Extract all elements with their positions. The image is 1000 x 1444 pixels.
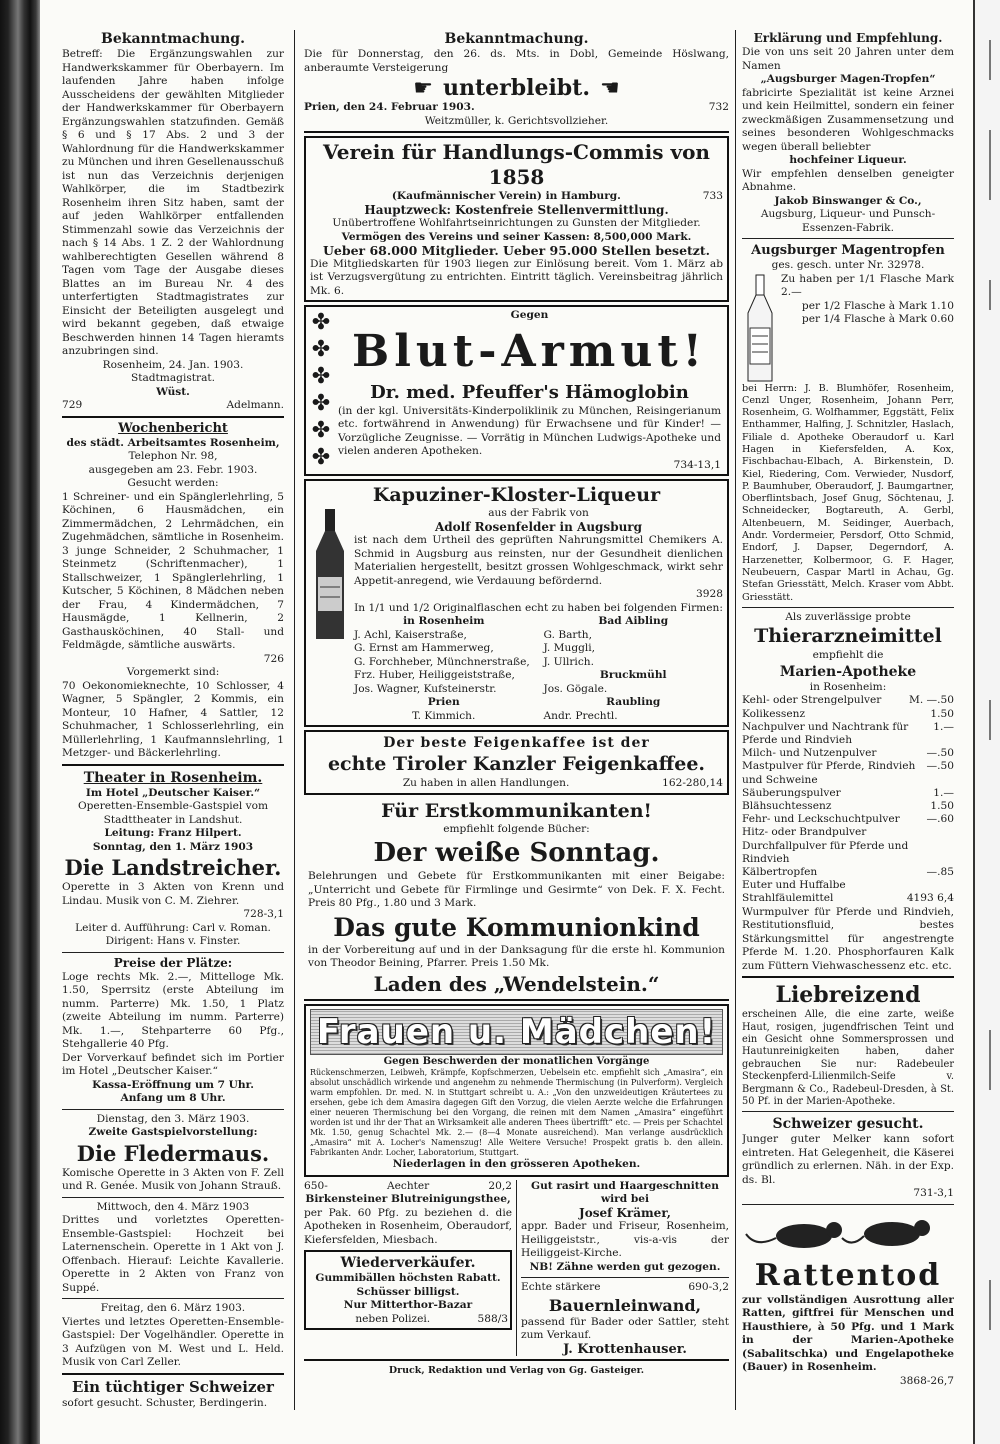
bottom-ads bbox=[304, 1180, 729, 1357]
thier-price-list bbox=[742, 694, 954, 905]
erst-title: Für Erstkommunikanten! bbox=[381, 799, 652, 822]
th-play4-desc: Viertes und letztes Operetten-Ensemble-Gastspiel: Der Vogelhändler. Operette in 3 Aufzügen von M. West und L. Held. Musik von Carl Zeller. bbox=[62, 1315, 284, 1368]
imprint: Druck, Redaktion und Verlag von Gg. Gasteiger. bbox=[388, 1365, 645, 1376]
th-leitung: Leitung: Franz Hilpert. bbox=[104, 827, 242, 839]
blut-body: (in der kgl. Universitäts-Kinderpoliklinik zu München, Reisingerianum etc. fortwährend in Anwendung) für Erwachsene und für Kinder! — Vorzügliche Zeugnisse. — Vorrätig in München Ludwigs-Apotheke und vielen anderen Apotheken. bbox=[338, 404, 721, 457]
kap-seller: Jos. Gögale. bbox=[543, 682, 608, 695]
bau-body: passend für Bader oder Sattler, steht zum Verkauf. bbox=[521, 1315, 729, 1341]
th-dirigent: Dirigent: Hans v. Finster. bbox=[105, 935, 241, 947]
thier-item bbox=[742, 892, 954, 905]
pointing-hand-icon: ☛ bbox=[600, 75, 620, 101]
verein-line4: Die Mitgliedskarten für 1903 liegen zur Einlösung bereit. Vom 1. März ab ist Verzugsvergütung zu entrichten. Eintritt täglich. Vereinsbeitrag jährlich Mk. 6. bbox=[310, 257, 723, 297]
thier-item bbox=[742, 747, 954, 760]
clover-border-left bbox=[308, 309, 334, 472]
kap-seller: Frz. Huber, Heiliggeiststraße, bbox=[354, 669, 515, 681]
thier-item-name: Kälbertropfen bbox=[742, 865, 818, 878]
wied-line2: Schüsser billigst. bbox=[356, 1285, 460, 1298]
birk-title: Birkensteiner Blutreinigungsthee, bbox=[305, 1193, 511, 1205]
woch-sub1: des städt. Arbeitsamtes Rosenheim, bbox=[66, 436, 280, 449]
book-binding bbox=[0, 0, 40, 1444]
aug-reg: ges. gesch. unter Nr. 32978. bbox=[771, 259, 925, 271]
ratt-num: 3868-26,7 bbox=[899, 1374, 954, 1387]
th-ensemble: Operetten-Ensemble-Gastspiel vom Stadttheater in Landshut. bbox=[77, 800, 269, 826]
th-date3: Mittwoch, den 4. März 1903 bbox=[96, 1200, 250, 1213]
ratt-body: zur vollständigen Ausrottung aller Ratten, giftfrei für Menschen und Hausthiere, à 50 Pfg. und 1 Mark in der Marien-Apotheke (Sabalitschka) und Engelapotheke (Bauer) in Rosenheim. bbox=[742, 1293, 954, 1374]
thier-item-name: Hitz- oder Brandpulver bbox=[742, 826, 867, 839]
kram-nb: NB! Zähne werden gut gezogen. bbox=[529, 1260, 721, 1273]
kap-seller: J. Achl, Kaiserstraße, bbox=[354, 628, 467, 641]
thier-item bbox=[742, 866, 954, 879]
woch-sub2: Telephon Nr. 98, bbox=[128, 450, 218, 462]
erkl-city: Augsburg, Liqueur- und Punsch-Essenzen-Fabrik. bbox=[760, 208, 936, 234]
thier-item-name: Blähsuchtessenz bbox=[742, 799, 832, 812]
erst-book1: Der weiße Sonntag. bbox=[373, 838, 660, 868]
blut-ad bbox=[304, 305, 729, 476]
bau-title: Bauernleinwand, bbox=[548, 1295, 702, 1315]
th-play2: Die Fledermaus. bbox=[76, 1140, 270, 1166]
kap-loc1: in Rosenheim bbox=[403, 615, 485, 627]
aug-price1: Zu haben per 1/1 Flasche Mark 2.— bbox=[781, 272, 954, 298]
lieb-title: Liebreizend bbox=[775, 982, 921, 1009]
kap-avail: In 1/1 und 1/2 Originalflaschen echt zu haben bei folgenden Firmen: bbox=[354, 601, 723, 614]
thier-item-price: 1.50 bbox=[930, 799, 954, 812]
erkl-body: Die von uns seit 20 Jahren unter dem Namen bbox=[742, 46, 954, 72]
bek2-sign: Weitzmüller, k. Gerichtsvollzieher. bbox=[424, 114, 609, 127]
thier-item-price: 1.— bbox=[933, 786, 954, 799]
thier-item bbox=[742, 787, 954, 800]
feig-num: 162-280,14 bbox=[662, 777, 723, 789]
erst-shop: Laden des „Wendelstein.“ bbox=[373, 971, 660, 996]
thier-item-name: Säuberungspulver bbox=[742, 786, 841, 799]
thier-item-name: Nachpulver und Nachtrank für Pferde und Rindvieh bbox=[742, 720, 909, 746]
birk-label: Aechter bbox=[386, 1179, 430, 1192]
frauen-sub: Gegen Beschwerden der monatlichen Vorgänge bbox=[383, 1055, 650, 1067]
thier-item-price: 1.— bbox=[933, 720, 954, 733]
rat-illustration-icon bbox=[742, 1208, 954, 1254]
bek-name: Wüst. bbox=[156, 385, 190, 398]
erkl-liq: hochfeiner Liqueur. bbox=[789, 154, 907, 166]
bek2-unterbleibt: unterbleibt. bbox=[442, 75, 591, 101]
thier-apo: Marien-Apotheke bbox=[779, 663, 917, 680]
kap-body: ist nach dem Urtheil des geprüften Nahrungsmittel Chemikers A. Schmid in Augsburg aus reinsten, nur der Gesundheit dienlichen Materialien hergestellt, besitzt grossen Wohlgeschmack, wirkt sehr Appetit-anregend, wie Verdauung befördernd. bbox=[354, 534, 723, 587]
th-hotel: Im Hotel „Deutscher Kaiser.“ bbox=[85, 786, 261, 799]
feig-title: Der beste Feigenkaffee ist der bbox=[383, 735, 650, 751]
thier-item-price bbox=[950, 826, 954, 839]
erkl-name: „Augsburger Magen-Tropfen“ bbox=[760, 73, 936, 85]
thier-item-name: Kehl- oder Strengelpulver bbox=[742, 694, 882, 707]
wied-line4: neben Polizei. bbox=[355, 1312, 431, 1325]
schw-title: Ein tüchtiger Schweizer bbox=[72, 1377, 274, 1396]
verein-title: Verein für Handlungs-Commis von 1858 bbox=[323, 140, 710, 189]
blut-product: Dr. med. Pfeuffer's Hämoglobin bbox=[370, 381, 689, 403]
thier-pre: Als zuverlässige probte bbox=[785, 610, 911, 623]
thier-item bbox=[742, 813, 954, 826]
clover-icon: ✤ bbox=[311, 391, 331, 417]
kap-seller: G. Ernst am Hammerweg, bbox=[354, 642, 494, 654]
kap-seller: G. Barth, bbox=[543, 628, 592, 641]
th-play3-desc: Drittes und vorletztes Operetten-Ensemble-Gastspiel: Hochzeit bei Laternenschein. Operette in 1 Akt von J. Offenbach. Hierauf: Leichte Kavallerie. Operette in 2 Akten von Franz von Suppé. bbox=[62, 1214, 284, 1294]
kap-loc2: Bad Aibling bbox=[598, 615, 669, 627]
kap-loc-prien: Prien bbox=[427, 696, 460, 708]
thier-item bbox=[742, 708, 954, 721]
adjacent-page-edge bbox=[973, 0, 1000, 1444]
wied-line1: Gummibällen höchsten Rabatt. bbox=[315, 1272, 501, 1284]
woch-body2: 70 Oekonomieknechte, 10 Schlosser, 4 Wagner, 5 Spängler, 2 Kommis, ein Monteur, 10 Hafner, 4 Sattler, 12 Schuhmacher, 1 Schlosserlehrling, ein Müllerlehrling, 1 Kaufmannslehrling, 1 Metzger- und Bäckerlehrling. bbox=[62, 679, 284, 759]
kap-loc3: Bruckmühl bbox=[599, 669, 667, 681]
thier-item-price: 4193 6,4 bbox=[906, 892, 954, 905]
erst-sub: empfiehlt folgende Bücher: bbox=[443, 822, 590, 835]
aug-price3: per 1/4 Flasche à Mark 0.60 bbox=[801, 313, 954, 325]
schw-body: sofort gesucht. Schuster, Berdingerin. bbox=[62, 1396, 268, 1408]
thier-item-price: —.85 bbox=[926, 865, 954, 878]
thier-item-price: M. —.50 bbox=[908, 694, 954, 707]
th-preise: Loge rechts Mk. 2.—, Mittelloge Mk. 1.50, Sperrsitz (erste Abteilung im numm. Parterre) Mk. 1.50, 1 Platz (zweite Abteilung im numm. Parterre) Mk. 1.—, Stehparterre 60 Pfg., Stehgallerie 40 Pfg. bbox=[62, 970, 284, 1050]
bek-sign2: Adelmann. bbox=[226, 399, 284, 411]
th-title: Theater in Rosenheim. bbox=[83, 769, 263, 786]
bau-name: J. Krottenhauser. bbox=[563, 1341, 687, 1357]
kram-title: Gut rasirt und Haargeschnitten wird bei bbox=[531, 1179, 719, 1205]
bek2-date: Prien, den 24. Februar 1903. bbox=[304, 101, 475, 113]
ratt-title: Rattentod bbox=[754, 1257, 942, 1293]
bau-label: Echte stärkere bbox=[521, 1281, 601, 1293]
pointing-hand-icon: ☛ bbox=[413, 75, 433, 101]
feig-ad bbox=[304, 730, 729, 795]
thier-item bbox=[742, 826, 954, 839]
erst-book1-desc: Belehrungen und Gebete für Erstkommunikanten mit einer Beigabe: „Unterricht und Gebete für Firmlinge und Gesirmte“ von Dek. F. X. Fecht. Preis 80 Pfg., 1.80 und 3 Mark. bbox=[308, 870, 725, 909]
th-kassa: Kassa-Eröffnung um 7 Uhr. bbox=[92, 1078, 254, 1091]
schw2-body: Junger guter Melker kann sofort eintreten. Hat Gelegenheit, die Käserei gründlich zu erlernen. Näh. in der Exp. ds. Bl. bbox=[742, 1133, 954, 1186]
thier-item-name: Strahlfäulemittel bbox=[742, 892, 834, 905]
frauen-depots: Niederlagen in den grösseren Apotheken. bbox=[392, 1158, 641, 1170]
feig-avail: Zu haben in allen Handlungen. bbox=[402, 777, 570, 789]
birk-body: per Pak. 60 Pfg. zu beziehen d. die Apotheken in Rosenheim, Oberaudorf, Kiefersfelden, Miesbach. bbox=[304, 1206, 512, 1246]
column-right bbox=[742, 30, 954, 1408]
wied-line3: Nur Mitterthor-Bazar bbox=[343, 1299, 473, 1311]
thier-item-price bbox=[950, 879, 954, 892]
magentropfen-bottle-icon bbox=[742, 273, 778, 383]
thier-wurm: Wurmpulver für Pferde und Rindvieh, Restitutionsfluid, bestes Stärkungsmittel für angestrengte Pferde M. 1.20. Phosphorfauren Kalk zum Füttern Viehwaschessenz etc. etc. bbox=[742, 905, 954, 972]
frauen-ad bbox=[304, 1004, 729, 1177]
frauen-body: Rückenschmerzen, Leibweh, Krämpfe, Kopfschmerzen, Uebelsein etc. empfiehlt sich „Amasira“, ein absolut unschädlich wirkende und angenehm zu nehmende Thermischung (in Pulverform). Vergleich warm empfohlen. Dr. med. N. in Stuttgart schreibt u. A.: „Von den unzweideutigen Kräutertees zu ersehen, gebe ich dem Amasira dagegen Gift den Vorzug, die vielen Aerzte welche die Erfahrungen einer neueren Thermischung bei den Vorgang, die reinen mit dem Namen „Amasira“ eingeführt worden ist und ihr der That an Wirksamkeit alle anderen Thees übertrifft“ etc. — Preis per Schachtel Mk. 1.50, genug Schachtel Mk. 2.— (8—4 Monate ausreichend). Man verlange ausdrücklich „Amasira“ mit A. Locher's Namenszug! Alle Weitere Versuche! Prospekt gratis b. den allein. Fabrikanten Andr. Locher, Laboratorium, Stuttgart. bbox=[310, 1068, 723, 1157]
thier-item bbox=[742, 694, 954, 707]
aug-title: Augsburger Magentropfen bbox=[751, 243, 945, 258]
kram-body: appr. Bader und Friseur, Rosenheim, Heiliggeiststr., vis-a-vis der Heiliggeist-Kirche. bbox=[521, 1220, 729, 1259]
thier-item-name: Fehr- und Leckschuchtpulver bbox=[742, 813, 900, 826]
kap-ad bbox=[304, 479, 729, 727]
lieb-body: erscheinen Alle, die eine zarte, weiße Haut, rosigen, jugendfrischen Teint und ein Gesicht ohne Sommersprossen und Hautunreinigkeiten haben, daher gebrauchen Sie nur: Radebeuler Steckenpferd-Lilienmilch-Seife v. Bergmann & Co., Radebeul-Dresden, à St. 50 Pf. in der Marien-Apotheke. bbox=[742, 1009, 954, 1107]
kap-seller: Andr. Prechtl. bbox=[543, 709, 618, 722]
th-gast2: Zweite Gastspielvorstellung: bbox=[88, 1126, 258, 1138]
column-rule-1 bbox=[294, 30, 295, 1410]
bek2-body: Die für Donnerstag, den 26. ds. Mts. in Dobl, Gemeinde Höslwang, anberaumte Versteigerung bbox=[304, 48, 729, 74]
thier-emp: empfiehlt die bbox=[812, 649, 884, 662]
thier-item-name: Kolikessenz bbox=[742, 707, 806, 720]
kap-from: aus der Fabrik von bbox=[488, 507, 589, 519]
thier-item bbox=[742, 840, 954, 866]
bek-office: Stadtmagistrat. bbox=[130, 372, 216, 384]
thier-item bbox=[742, 879, 954, 892]
blut-num: 734-13,1 bbox=[673, 458, 721, 471]
column-rule-2 bbox=[735, 30, 736, 1410]
column-middle bbox=[304, 30, 729, 1410]
schw2-title: Schweizer gesucht. bbox=[772, 1116, 924, 1133]
bek-body: Betreff: Die Ergänzungswahlen zur Handwerkskammer für Oberbayern. Im laufenden Jahre haben infolge Ausscheidens der gewählten Mitglieder der Handwerkskammer für Oberbayern Ergänzungswahlen statzufinden. Gemäß § 6 und § 17 Abs. 2 und 3 der Wahlordnung für die Handwerkskammer zu München und ihren Gesellenausschuß ist nun das Verzeichnis derjenigen Wahlkörper, die im Stadtbezirk Rosenheim ihren Sitz haben, samt der auf jeden Wahlkörper entfallenden Stimmenzahl sowie das Verzeichnis der nach § 14 Abs. 1 Z. 2 der Wahlordnung wahlberechtigten Gesellen während 8 Tagen vom Tage der Ausgabe dieses Blattes an im Bureau Nr. 4 des unterfertigten Stadtmagistrates zur Einsicht der Beteiligten ausgelegt und wird bekannt gegeben, daß etwaige Beschwerden hinnen 14 Tagen hieramts anzubringen sind. bbox=[62, 48, 284, 357]
thier-item bbox=[742, 721, 954, 747]
thier-item-name: Durchfallpulver für Pferde und Rindvieh bbox=[742, 839, 909, 865]
thier-item-price: —.50 bbox=[926, 760, 954, 773]
thier-item-price: —.50 bbox=[926, 747, 954, 760]
woch-num1: 726 bbox=[263, 652, 284, 665]
th-play1-num: 728-3,1 bbox=[243, 908, 284, 920]
verein-ad bbox=[304, 136, 729, 302]
bek2-unterbleibt-row bbox=[304, 75, 729, 101]
kap-prien: T. Kimmich. bbox=[412, 709, 476, 722]
wied-num: 588/3 bbox=[477, 1312, 508, 1325]
woch-sub3: ausgegeben am 23. Febr. 1903. bbox=[88, 463, 258, 476]
th-leiter: Leiter d. Aufführung: Carl v. Roman. bbox=[75, 921, 271, 934]
th-date1: Sonntag, den 1. März 1903 bbox=[92, 840, 254, 853]
birk-num: 650- bbox=[304, 1179, 328, 1192]
feig-product: echte Tiroler Kanzler Feigenkaffee. bbox=[327, 753, 706, 775]
th-play2-desc: Komische Operette in 3 Akten von F. Zell und R. Genée. Musik von Johann Strauß. bbox=[62, 1166, 284, 1192]
frauen-title: Frauen u. Mädchen! bbox=[310, 1009, 723, 1055]
bek-num: 729 bbox=[62, 399, 83, 411]
th-anfang: Anfang um 8 Uhr. bbox=[120, 1092, 226, 1104]
erst-ad bbox=[304, 797, 729, 1001]
woch-body1: 1 Schreiner- und ein Spänglerlehrling, 5 Köchinen, 6 Hausmädchen, ein Zimmermädchen, 2 Lehrmädchen, ein Zugehmädchen, sämtliche in Rosenheim. 3 junge Schneider, 2 Schuhmacher, 1 Steinmetz (Schriftenmacher), 1 Stallschweizer, 1 Spänglerlehrling, 1 Kutscher, 5 Köchinen, 8 Mädchen neben der Frau, 4 Kindermädchen, 7 Hausmägde, 1 Kellnerin, 2 Gasthausköchinen, 40 Stall- und Feldmägde, sämtliche auswärts. bbox=[62, 490, 284, 651]
thier-item bbox=[742, 760, 954, 786]
verein-line3: Ueber 68.000 Mitglieder. Ueber 95.000 Stellen besetzt. bbox=[322, 243, 711, 258]
clover-icon: ✤ bbox=[311, 445, 331, 471]
th-vorverkauf: Der Vorverkauf befindet sich im Portier im Hotel „Deutscher Kaiser.“ bbox=[62, 1051, 284, 1077]
kap-seller: J. Ullrich. bbox=[543, 655, 594, 668]
erkl-body2: fabricirte Spezialität ist keine Arznei und kein Heilmittel, sondern ein feiner zweckmäßigen Zusammensetzung und seines besonderen Wohlgeschmacks wegen überall beliebter bbox=[742, 86, 954, 153]
th-date2: Dienstag, den 3. März 1903. bbox=[96, 1112, 250, 1125]
erst-book2-desc: in der Vorbereitung auf und in der Danksagung für die erste hl. Kommunion von Theodor Beining, Pfarrer. Preis 1.50 Mk. bbox=[308, 943, 725, 969]
bek-title: Bekanntmachung. bbox=[101, 31, 245, 47]
thier-title: Thierarzneimittel bbox=[754, 625, 942, 648]
blut-title: Blut-Armut! bbox=[352, 325, 707, 377]
verein-sub: (Kaufmännischer Verein) in Hamburg. bbox=[391, 190, 621, 202]
kap-seller: J. Muggli, bbox=[543, 642, 596, 654]
kram-name: Josef Krämer, bbox=[579, 1205, 671, 1220]
aug-price2: per 1/2 Flasche à Mark 1.10 bbox=[801, 299, 954, 312]
verein-line1: Unübertroffene Wohlfahrtseinrichtungen zu Gunsten der Mitglieder. bbox=[332, 217, 701, 229]
erkl-body3: Wir empfehlen denselben geneigter Abnahme. bbox=[742, 167, 954, 193]
liqueur-bottle-icon bbox=[310, 507, 350, 643]
wied-title: Wiederverkäufer. bbox=[340, 1255, 476, 1271]
kap-seller: G. Forchheber, Münchnerstraße, bbox=[354, 655, 530, 668]
kap-loc4: Raubling bbox=[606, 696, 661, 708]
bek2-title: Bekanntmachung. bbox=[444, 31, 589, 47]
bek2-num: 732 bbox=[708, 101, 729, 113]
bau-num: 690-3,2 bbox=[688, 1281, 729, 1293]
kap-seller: Jos. Wagner, Kufsteinerstr. bbox=[354, 682, 497, 695]
thier-item bbox=[742, 800, 954, 813]
woch-sub5: Vorgemerkt sind: bbox=[126, 666, 220, 678]
kap-title: Kapuziner-Kloster-Liqueur bbox=[372, 484, 661, 506]
aug-sellers: bei Herrn: J. B. Blumhöfer, Rosenheim, Cenzl Unger, Rosenheim, Johann Perr, Rosenheim, G. Wolfhammer, Eggstätt, Felix Enthammer, Halfing, J. Schnitzler, Haslach, Filiale d. Apotheke Oberaudorf u. Karl Hagen in Kiefersfelden, A. Kox, Fischbachau-Elbach, A. Birkenstein, D. Kiel, Riedering, Com. Verwieder, Nusdorf, P. Baumhuber, Oberaudorf, J. Baumgartner, Oberflintsbach, Josef Gnug, Söchtenau, J. Schneidecker, Bogtareuth, A. Gerbl, Altenbeuern, M. Seidinger, Auerbach, Andr. Vordermeier, Persdorf, Otto Schmid, Endorf, J. Dapser, Degerndorf, A. Harzenetter, Kolbermoor, G. F. Hager, Neubeuern, Caspar Martl in Achau, Gg. Stefan Griesstätt, Melch. Kraser vom Abbt. Griesstätt. bbox=[742, 382, 954, 603]
th-play1: Die Landstreicher. bbox=[64, 855, 282, 880]
blut-gegen: Gegen bbox=[510, 309, 549, 321]
thier-item-name: Euter und Huffalbe bbox=[742, 879, 846, 892]
thier-item-price: —.60 bbox=[926, 813, 954, 826]
kap-maker: Adolf Rosenfelder in Augsburg bbox=[434, 519, 643, 534]
clover-icon: ✤ bbox=[311, 309, 331, 335]
birk-num2: 20,2 bbox=[488, 1179, 512, 1192]
thier-item-price bbox=[950, 840, 954, 866]
th-preise-title: Preise der Plätze: bbox=[113, 955, 233, 970]
th-play1-desc: Operette in 3 Akten von Krenn und Lindau. Musik von C. M. Ziehrer. bbox=[62, 881, 284, 907]
bek-date: Rosenheim, 24. Jan. 1903. bbox=[102, 358, 244, 371]
erkl-title: Erklärung und Empfehlung. bbox=[753, 31, 943, 45]
clover-icon: ✤ bbox=[311, 336, 331, 362]
verein-haupt: Hauptzweck: Kostenfreie Stellenvermittlung. bbox=[364, 202, 669, 217]
thier-city: in Rosenheim: bbox=[809, 680, 887, 693]
erst-book2: Das gute Kommunionkind bbox=[333, 912, 700, 942]
kap-num: 3928 bbox=[696, 588, 723, 600]
verein-num: 733 bbox=[702, 190, 723, 202]
column-left bbox=[62, 30, 284, 1408]
thier-item-name: Milch- und Nutzenpulver bbox=[742, 747, 877, 760]
woch-title: Wochenbericht bbox=[118, 420, 228, 436]
clover-icon: ✤ bbox=[311, 418, 331, 444]
thier-item-price: 1.50 bbox=[930, 707, 954, 720]
erkl-firm: Jakob Binswanger & Co., bbox=[774, 194, 922, 207]
verein-line2: Vermögen des Vereins und seiner Kassen: 8,500,000 Mark. bbox=[341, 230, 692, 243]
thier-item-name: Mastpulver für Pferde, Rindvieh und Schweine bbox=[742, 760, 916, 786]
schw2-num: 731-3,1 bbox=[913, 1187, 954, 1200]
th-date4: Freitag, den 6. März 1903. bbox=[100, 1302, 246, 1314]
woch-sub4: Gesucht werden: bbox=[127, 477, 219, 489]
clover-icon: ✤ bbox=[311, 363, 331, 389]
